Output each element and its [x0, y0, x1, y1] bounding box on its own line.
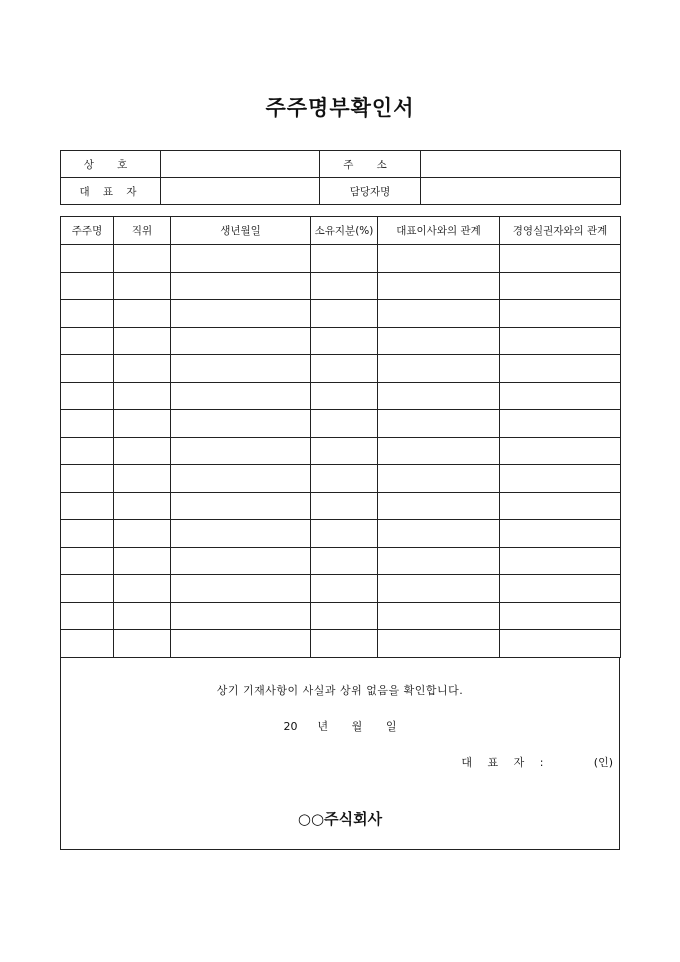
table-cell[interactable]: [171, 300, 311, 328]
table-cell[interactable]: [171, 492, 311, 520]
table-cell[interactable]: [378, 382, 500, 410]
table-cell[interactable]: [61, 602, 114, 630]
table-cell[interactable]: [114, 245, 171, 273]
table-cell[interactable]: [61, 437, 114, 465]
table-cell[interactable]: [378, 410, 500, 438]
table-cell[interactable]: [378, 272, 500, 300]
table-cell[interactable]: [378, 575, 500, 603]
table-cell[interactable]: [378, 465, 500, 493]
seal-mark[interactable]: (인): [593, 756, 613, 769]
table-cell[interactable]: [311, 602, 378, 630]
table-cell[interactable]: [500, 520, 621, 548]
table-cell[interactable]: [171, 547, 311, 575]
confirmation-section: [60, 658, 620, 850]
table-cell[interactable]: [500, 300, 621, 328]
table-cell[interactable]: [500, 327, 621, 355]
table-cell[interactable]: [500, 630, 621, 658]
document-title: 주주명부확인서: [265, 96, 415, 120]
table-row: [61, 465, 621, 493]
header-shareholder-name: 주주명: [61, 217, 114, 245]
signature-label: 대 표 자 :: [461, 756, 550, 769]
manager-name-label: 담당자명: [320, 178, 421, 205]
address-field[interactable]: [421, 151, 621, 178]
table-cell[interactable]: [61, 547, 114, 575]
table-cell[interactable]: [171, 437, 311, 465]
table-cell[interactable]: [114, 465, 171, 493]
table-row: [61, 245, 621, 273]
confirmation-text: 상기 기재사항이 사실과 상위 없음을 확인합니다.: [216, 684, 464, 697]
table-cell[interactable]: [500, 382, 621, 410]
table-cell[interactable]: [311, 327, 378, 355]
table-cell[interactable]: [114, 547, 171, 575]
table-cell[interactable]: [171, 602, 311, 630]
table-cell[interactable]: [378, 245, 500, 273]
table-cell[interactable]: [311, 492, 378, 520]
table-cell[interactable]: [61, 272, 114, 300]
company-name-field[interactable]: [161, 151, 320, 178]
table-cell[interactable]: [61, 630, 114, 658]
table-cell[interactable]: [311, 547, 378, 575]
address-label: 주 소: [320, 151, 421, 178]
date-day-unit: 일: [385, 720, 397, 733]
header-birth-date: 생년월일: [171, 217, 311, 245]
table-cell[interactable]: [311, 245, 378, 273]
table-cell[interactable]: [114, 630, 171, 658]
table-cell[interactable]: [61, 300, 114, 328]
table-row: [61, 355, 621, 383]
table-cell[interactable]: [171, 520, 311, 548]
table-cell[interactable]: [311, 465, 378, 493]
table-row: [61, 520, 621, 548]
table-cell[interactable]: [500, 602, 621, 630]
table-cell[interactable]: [378, 492, 500, 520]
table-cell[interactable]: [500, 355, 621, 383]
table-cell[interactable]: [171, 410, 311, 438]
table-row: [61, 300, 621, 328]
table-cell[interactable]: [114, 300, 171, 328]
table-cell[interactable]: [114, 602, 171, 630]
table-cell[interactable]: [500, 272, 621, 300]
table-cell[interactable]: [114, 327, 171, 355]
representative-label: 대 표 자: [61, 178, 161, 205]
table-row: [61, 382, 621, 410]
representative-signature: [461, 754, 613, 770]
table-cell[interactable]: [114, 410, 171, 438]
company-name-label: 상 호: [61, 151, 161, 178]
table-cell[interactable]: [114, 520, 171, 548]
table-cell[interactable]: [378, 602, 500, 630]
table-cell[interactable]: [311, 575, 378, 603]
table-cell[interactable]: [171, 272, 311, 300]
date-year[interactable]: 20: [283, 720, 298, 733]
header-relation-ceo: 대표이사와의 관계: [378, 217, 500, 245]
table-cell[interactable]: [114, 355, 171, 383]
table-cell[interactable]: [171, 575, 311, 603]
company-info-table: [60, 150, 621, 205]
table-cell[interactable]: [171, 245, 311, 273]
table-cell[interactable]: [114, 382, 171, 410]
shareholders-table: [60, 216, 621, 658]
table-cell[interactable]: [500, 492, 621, 520]
representative-field[interactable]: [161, 178, 320, 205]
table-cell[interactable]: [500, 437, 621, 465]
header-relation-manager: 경영실권자와의 관계: [500, 217, 621, 245]
table-cell[interactable]: [500, 547, 621, 575]
table-header-row: [61, 217, 621, 245]
table-cell[interactable]: [171, 355, 311, 383]
table-cell[interactable]: [114, 272, 171, 300]
table-cell[interactable]: [311, 355, 378, 383]
table-row: [61, 327, 621, 355]
table-cell[interactable]: [311, 410, 378, 438]
table-cell[interactable]: [500, 465, 621, 493]
table-cell[interactable]: [311, 520, 378, 548]
table-row: [61, 602, 621, 630]
table-cell[interactable]: [114, 437, 171, 465]
table-cell[interactable]: [61, 245, 114, 273]
table-cell[interactable]: [500, 575, 621, 603]
table-cell[interactable]: [378, 300, 500, 328]
company-name: ○○주식회사: [297, 810, 383, 828]
table-cell[interactable]: [171, 630, 311, 658]
table-cell[interactable]: [378, 520, 500, 548]
table-row: [61, 492, 621, 520]
header-ownership-share: 소유지분(%): [311, 217, 378, 245]
table-cell[interactable]: [61, 575, 114, 603]
table-cell[interactable]: [500, 410, 621, 438]
table-row: [61, 410, 621, 438]
table-cell[interactable]: [61, 492, 114, 520]
table-cell[interactable]: [61, 382, 114, 410]
manager-name-field[interactable]: [421, 178, 621, 205]
table-cell[interactable]: [378, 437, 500, 465]
table-row: [61, 272, 621, 300]
table-cell[interactable]: [378, 547, 500, 575]
table-cell[interactable]: [311, 300, 378, 328]
table-cell[interactable]: [114, 492, 171, 520]
table-cell[interactable]: [311, 382, 378, 410]
header-position: 직위: [114, 217, 171, 245]
date-year-unit: 년: [317, 720, 329, 733]
table-row: [61, 437, 621, 465]
table-row: [61, 575, 621, 603]
table-cell[interactable]: [171, 327, 311, 355]
table-cell[interactable]: [171, 382, 311, 410]
table-cell[interactable]: [378, 355, 500, 383]
table-cell[interactable]: [61, 355, 114, 383]
table-cell[interactable]: [378, 630, 500, 658]
table-cell[interactable]: [500, 245, 621, 273]
date-line: [61, 718, 619, 734]
table-cell[interactable]: [311, 630, 378, 658]
table-cell[interactable]: [171, 465, 311, 493]
table-cell[interactable]: [114, 575, 171, 603]
date-month-unit: 월: [351, 720, 363, 733]
table-row: [61, 547, 621, 575]
table-cell[interactable]: [311, 272, 378, 300]
table-cell[interactable]: [61, 520, 114, 548]
table-row: [61, 630, 621, 658]
table-cell[interactable]: [61, 410, 114, 438]
table-cell[interactable]: [61, 327, 114, 355]
table-cell[interactable]: [311, 437, 378, 465]
table-cell[interactable]: [61, 465, 114, 493]
table-cell[interactable]: [378, 327, 500, 355]
